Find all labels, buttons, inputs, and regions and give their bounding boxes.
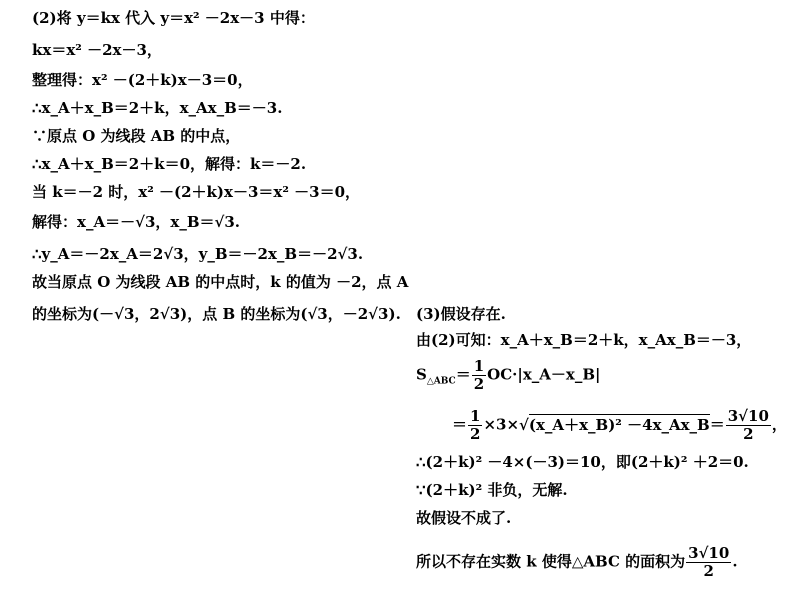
times-three: ×3× — [483, 415, 520, 434]
part3-heading: (3)假设存在. — [416, 305, 506, 323]
radicand: (x_A＋x_B)² －4x_Ax_B — [528, 415, 710, 434]
line-r4: ∴(2＋k)² －4×(－3)＝10，即(2＋k)² ＋2＝0. — [416, 453, 749, 471]
period: . — [732, 552, 738, 571]
line-9: 故当原点 O 为线段 AB 的中点时，k 的值为 －2，点 A — [32, 273, 409, 291]
area-formula — [416, 358, 600, 393]
equals: ＝ — [455, 365, 471, 384]
numerator: 3√10 — [727, 407, 769, 425]
line-r1: 由(2)可知：x_A＋x_B＝2＋k，x_Ax_B＝－3， — [416, 331, 752, 349]
fraction-result — [726, 408, 771, 443]
conclusion-text: 所以不存在实数 k 使得△ABC 的面积为 — [416, 552, 686, 571]
area-symbol: S — [416, 365, 427, 384]
denominator: 2 — [743, 425, 754, 443]
denominator: 2 — [473, 375, 485, 393]
line-8: ∴y_A＝－2x_A＝2√3，y_B＝－2x_B＝－2√3. — [32, 245, 364, 263]
area-rest: OC·|x_A－x_B| — [487, 365, 601, 384]
comma: ， — [771, 415, 787, 434]
equals: ＝ — [452, 415, 468, 434]
line-6: 当 k＝－2 时，x² －(2＋k)x－3＝x² －3＝0， — [32, 183, 361, 201]
denominator: 2 — [470, 425, 481, 443]
area-subscript: △ABC — [426, 376, 456, 387]
equals: ＝ — [709, 415, 725, 434]
line-7: 解得：x_A＝－√3，x_B＝√3. — [32, 213, 241, 231]
line-4: ∵原点 O 为线段 AB 的中点， — [32, 127, 241, 145]
fraction-result — [686, 545, 731, 580]
line-1: kx＝x² －2x－3， — [32, 41, 162, 59]
line-0: (2)将 y＝kx 代入 y＝x² －2x－3 中得： — [32, 9, 315, 27]
numerator: 3√10 — [688, 544, 730, 562]
line-r6: 故假设不成了. — [416, 509, 512, 527]
line-r5: ∵(2＋k)² 非负，无解. — [416, 481, 568, 499]
fraction-half — [468, 408, 482, 443]
conclusion — [416, 545, 738, 580]
line-3: ∴x_A＋x_B＝2＋k，x_Ax_B＝－3. — [32, 99, 283, 117]
numerator: 1 — [473, 357, 485, 375]
denominator: 2 — [703, 562, 714, 580]
line-10: 的坐标为(－√3，2√3)，点 B 的坐标为(√3，－2√3). — [32, 305, 401, 323]
numerator: 1 — [470, 407, 481, 425]
line-2: 整理得：x² －(2＋k)x－3＝0， — [32, 71, 253, 89]
fraction-half — [472, 358, 486, 393]
square-root: √(x_A＋x_B)² －4x_Ax_B — [519, 415, 710, 434]
area-eval — [452, 408, 787, 443]
line-5: ∴x_A＋x_B＝2＋k＝0，解得：k＝－2. — [32, 155, 307, 173]
